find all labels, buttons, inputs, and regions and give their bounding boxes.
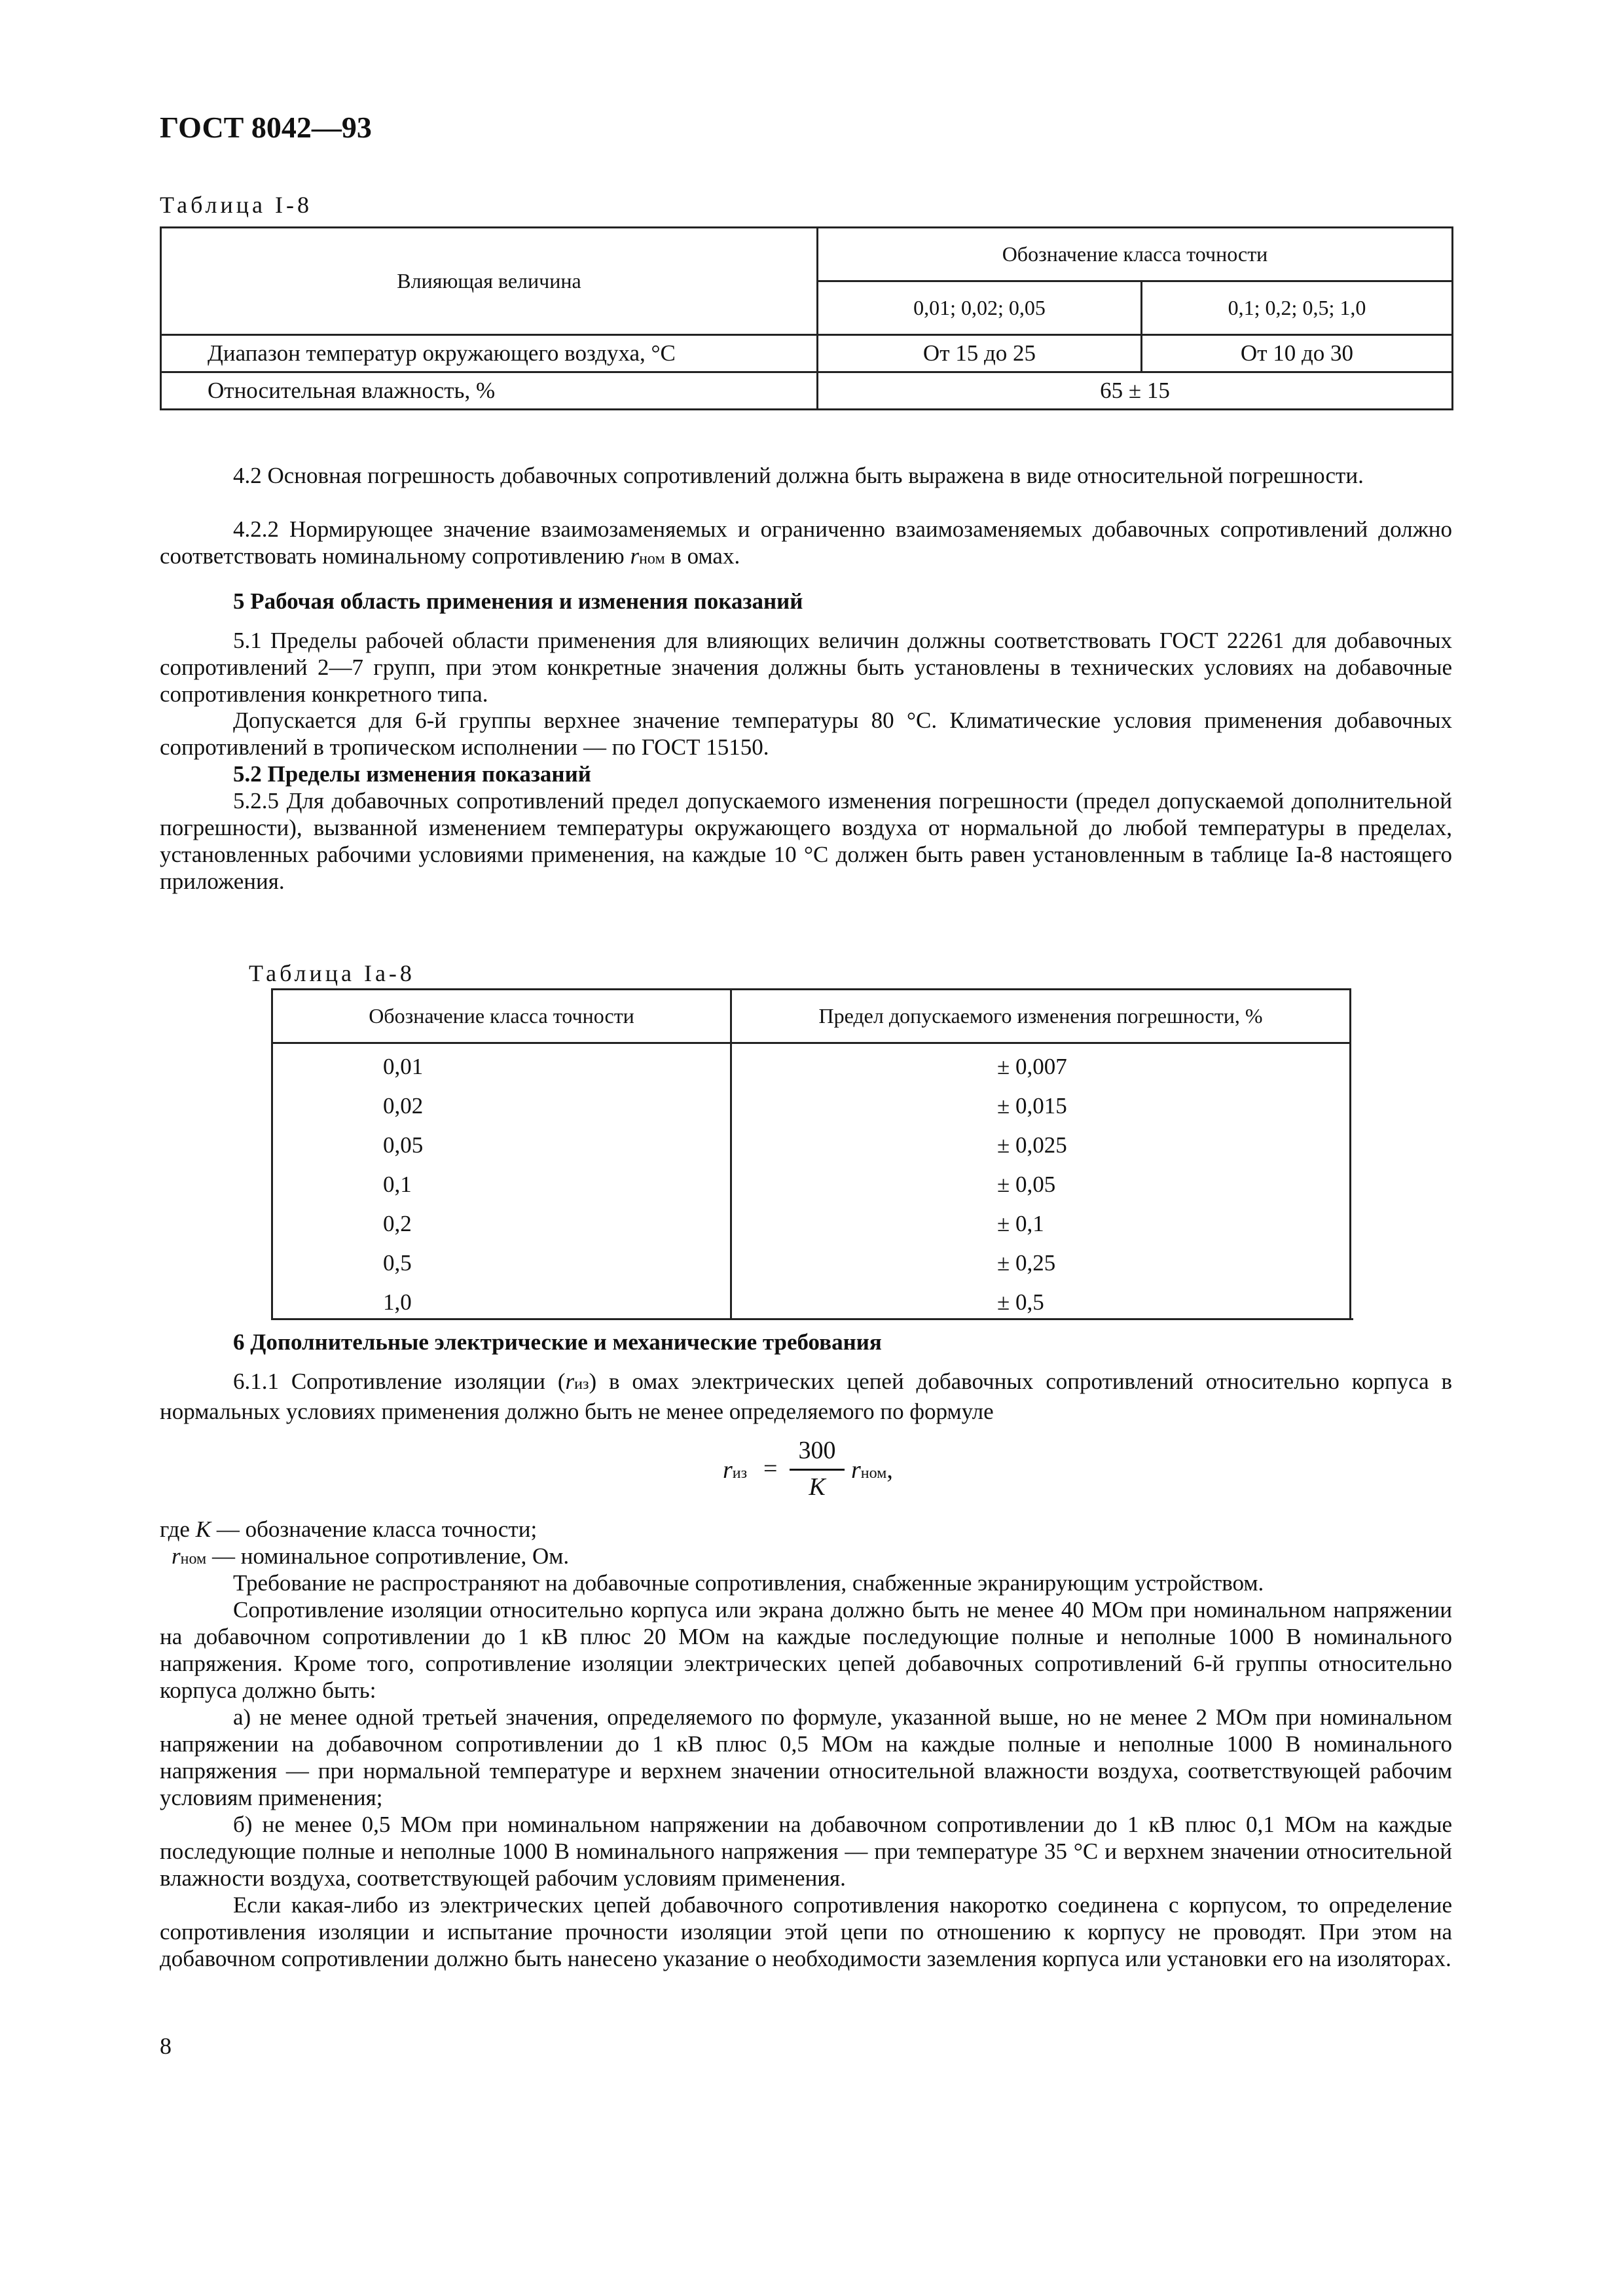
- table-row: [161, 335, 1453, 372]
- table-cell: От 10 до 30: [1142, 335, 1453, 372]
- where-k: где K — обозначение класса точности;: [160, 1516, 538, 1542]
- table-cell: [731, 1043, 1351, 1321]
- table-2: [271, 988, 1351, 1320]
- paragraph-requirement: Требование не распространяют на добавочные сопротивления, снабженные экранирующим устройством.: [233, 1570, 1264, 1596]
- limit-value: ± 0,007: [997, 1054, 1067, 1079]
- table-2-caption: Таблица Iа-8: [249, 960, 415, 986]
- table-1: [160, 226, 1453, 410]
- class-value: 0,02: [383, 1093, 424, 1119]
- paragraph-last: Если какая-либо из электрических цепей добавочного сопротивления накоротко соединена с корпусом, то определение сопротивления изоляции и испытание прочности изоляции этой цепи по отношению к корпусу не проводят. При этом на добавочном сопротивлении должно быть нанесено указание о необходимости заземления корпуса или установки его на изоляторах.: [160, 1892, 1452, 1971]
- table-1-subheader-2: 0,1; 0,2; 0,5; 1,0: [1142, 281, 1453, 335]
- table-row: [161, 372, 1453, 410]
- class-value: 0,05: [383, 1132, 424, 1158]
- paragraph-6-1-1: 6.1.1 Сопротивление изоляции (rиз) в омах электрических цепей добавочных сопротивлений относительно корпуса в нормальных условиях применения должно быть не менее определяемого по формуле: [160, 1369, 1452, 1424]
- table-1-header-class: Обозначение класса точности: [818, 228, 1453, 281]
- formula-rhs: rном,: [851, 1456, 893, 1484]
- paragraph-item-b: б) не менее 0,5 МОм при номинальном напряжении на добавочном сопротивлении до 1 кВ плюс 0,1 МОм на каждые последующие полные и неполные 1000 В номинального напряжения — при температуре 35 °С и верхнем значении относительной влажности воздуха, соответствующей рабочим условиям применения.: [160, 1812, 1452, 1891]
- page-number: 8: [160, 2033, 172, 2059]
- table-cell: [272, 1043, 731, 1321]
- table-cell: Диапазон температур окружающего воздуха, °С: [161, 335, 818, 372]
- table-2-bottom-rule: [271, 1318, 1353, 1320]
- class-value: 0,2: [383, 1211, 412, 1236]
- section-6-title: 6 Дополнительные электрические и механические требования: [233, 1329, 882, 1355]
- paragraph-4-2-2: 4.2.2 Нормирующее значение взаимозаменяемых и ограниченно взаимозаменяемых добавочных сопротивлений должно соответствовать номинальному сопротивлению rном в омах.: [160, 516, 1452, 569]
- table-1-subheader-1: 0,01; 0,02; 0,05: [818, 281, 1142, 335]
- limit-value: ± 0,25: [997, 1250, 1056, 1276]
- class-value: 0,1: [383, 1172, 412, 1197]
- limit-value: ± 0,1: [997, 1211, 1044, 1236]
- paragraph-5-1: 5.1 Пределы рабочей области применения для влияющих величин должны соответствовать ГОСТ 22261 для добавочных сопротивлений 2—7 групп, при этом конкретные значения должны быть установлены в технических условиях на добавочные сопротивления конкретного типа.: [160, 628, 1452, 707]
- table-1-header-influence: Влияющая величина: [161, 228, 818, 335]
- formula-numerator: 300: [798, 1437, 836, 1464]
- where-r-nom: rном — номинальное сопротивление, Ом.: [172, 1543, 570, 1569]
- table-2-header-class: Обозначение класса точности: [272, 990, 731, 1043]
- formula-fraction-bar: [790, 1469, 845, 1471]
- table-cell: От 15 до 25: [818, 335, 1142, 372]
- limit-value: ± 0,015: [997, 1093, 1067, 1119]
- table-cell: 65 ± 15: [818, 372, 1453, 410]
- table-cell: Относительная влажность, %: [161, 372, 818, 410]
- section-5-2-title: 5.2 Пределы изменения показаний: [233, 761, 591, 787]
- table-1-caption: Таблица I-8: [160, 192, 312, 218]
- paragraph-item-a: а) не менее одной третьей значения, определяемого по формуле, указанной выше, но не менее 2 МОм при номинальном напряжении на добавочном сопротивлении до 1 кВ плюс 0,5 МОм на каждые полные и неполные 1000 В номинального напряжения — при нормальной температуре и верхнем значении относительной влажности воздуха, соответствующей рабочим условиям применения;: [160, 1704, 1452, 1810]
- paragraph-4-2: 4.2 Основная погрешность добавочных сопротивлений должна быть выражена в виде относительной погрешности.: [233, 463, 1364, 488]
- table-2-header-limit: Предел допускаемого изменения погрешности, %: [731, 990, 1351, 1043]
- paragraph-5-2-5: 5.2.5 Для добавочных сопротивлений предел допускаемого изменения погрешности (предел допускаемой дополнительной погрешности), вызванной изменением температуры окружающего воздуха от нормальной до любой температуры в пределах, установленных рабочими условиями применения, на каждые 10 °С должен быть равен установленным в таблице Iа-8 настоящего приложения.: [160, 788, 1452, 894]
- formula-equals: =: [763, 1455, 778, 1482]
- limit-value: ± 0,05: [997, 1172, 1056, 1197]
- class-value: 0,01: [383, 1054, 424, 1079]
- limit-value: ± 0,5: [997, 1289, 1044, 1315]
- paragraph-5-1-b: Допускается для 6-й группы верхнее значение температуры 80 °С. Климатические условия применения добавочных сопротивлений в тропическом исполнении — по ГОСТ 15150.: [160, 708, 1452, 760]
- class-value: 1,0: [383, 1289, 412, 1315]
- limit-value: ± 0,025: [997, 1132, 1067, 1158]
- formula-lhs: rиз: [723, 1456, 748, 1484]
- formula-denominator: K: [809, 1473, 826, 1501]
- paragraph-insulation: Сопротивление изоляции относительно корпуса или экрана должно быть не менее 40 МОм при номинальном напряжении на добавочном сопротивлении до 1 кВ плюс 20 МОм на каждые последующие полные и неполные 1000 В номинального напряжения. Кроме того, сопротивление изоляции электрических цепей добавочных сопротивлений 6-й группы относительно корпуса должно быть:: [160, 1597, 1452, 1703]
- section-5-title: 5 Рабочая область применения и изменения показаний: [233, 588, 803, 614]
- class-value: 0,5: [383, 1250, 412, 1276]
- page-header: ГОСТ 8042—93: [160, 111, 372, 144]
- table-row: [272, 1043, 1351, 1321]
